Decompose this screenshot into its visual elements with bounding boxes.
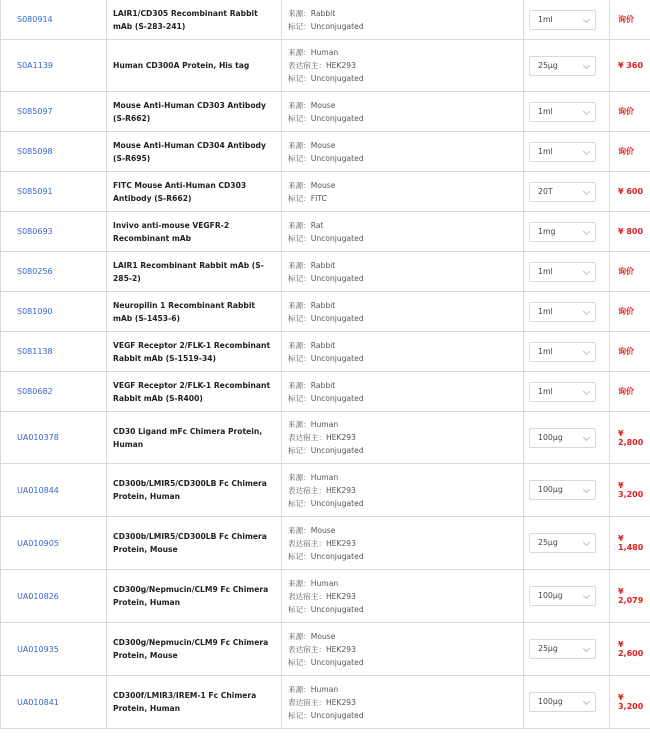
chevron-down-icon [583, 15, 590, 22]
price: 询价 [610, 132, 650, 172]
price: ¥ 2,079 [610, 570, 650, 623]
product-name[interactable]: CD300g/Nepmucin/CLM9 Fc Chimera Protein, Mouse [107, 623, 282, 676]
chevron-down-icon [583, 227, 590, 234]
product-name[interactable]: FITC Mouse Anti-Human CD303 Antibody (S-R662) [107, 172, 282, 212]
product-name[interactable]: CD300b/LMIR5/CD300LB Fc Chimera Protein, Mouse [107, 517, 282, 570]
attribute-line: 标记：FITC [288, 193, 327, 203]
attribute-line: 来源：Rabbit [288, 8, 336, 18]
product-row [1, 332, 650, 372]
product-attributes [282, 40, 524, 92]
product-attributes [282, 0, 524, 40]
attribute-line: 标记：Unconjugated [288, 353, 364, 363]
sku-link[interactable]: S081090 [1, 292, 107, 332]
size-select[interactable] [529, 586, 596, 606]
price: ¥ 2,800 [610, 412, 650, 464]
chevron-down-icon [583, 61, 590, 68]
size-select-value: 1ml [538, 266, 553, 276]
product-row [1, 464, 650, 517]
price: ¥ 800 [610, 212, 650, 252]
attribute-line: 标记：Unconjugated [288, 313, 364, 323]
attribute-line: 表达宿主：HEK293 [288, 697, 356, 707]
size-cell [524, 212, 610, 252]
size-select-value: 100μg [538, 591, 563, 600]
product-row [1, 372, 650, 412]
size-select-value: 1mg [538, 226, 556, 236]
size-cell [524, 92, 610, 132]
size-select-value: 1ml [538, 386, 553, 396]
product-name[interactable]: CD30 Ligand mFc Chimera Protein, Human [107, 412, 282, 464]
chevron-down-icon [583, 147, 590, 154]
size-cell [524, 332, 610, 372]
size-select[interactable] [529, 533, 596, 553]
size-select[interactable] [529, 222, 596, 242]
size-select-value: 1ml [538, 146, 553, 156]
attribute-line: 来源：Human [288, 472, 339, 482]
chevron-down-icon [583, 486, 590, 493]
size-select-value: 1ml [538, 14, 553, 24]
attribute-line: 来源：Mouse [288, 100, 336, 110]
size-cell [524, 676, 610, 729]
size-select-value: 1ml [538, 346, 553, 356]
product-attributes [282, 332, 524, 372]
price: ¥ 1,480 [610, 517, 650, 570]
attribute-line: 表达宿主：HEK293 [288, 485, 356, 495]
product-name[interactable]: Invivo anti-mouse VEGFR-2 Recombinant mAb [107, 212, 282, 252]
size-cell [524, 372, 610, 412]
size-select-value: 25μg [538, 60, 558, 70]
sku-link[interactable]: S080256 [1, 252, 107, 292]
size-cell [524, 464, 610, 517]
sku-link[interactable]: S080914 [1, 0, 107, 40]
sku-link[interactable]: S080693 [1, 212, 107, 252]
attribute-line: 来源：Rabbit [288, 380, 336, 390]
product-attributes [282, 132, 524, 172]
attribute-line: 标记：Unconjugated [288, 21, 364, 31]
attribute-line: 来源：Rat [288, 220, 324, 230]
chevron-down-icon [583, 267, 590, 274]
product-row [1, 212, 650, 252]
product-attributes [282, 92, 524, 132]
product-name[interactable]: VEGF Receptor 2/FLK-1 Recombinant Rabbit mAb (S-R400) [107, 372, 282, 412]
size-cell [524, 172, 610, 212]
size-select-value: 1ml [538, 306, 553, 316]
product-attributes [282, 517, 524, 570]
sku-link[interactable]: UA010841 [1, 676, 107, 729]
chevron-down-icon [583, 387, 590, 394]
attribute-line: 来源：Human [288, 48, 339, 57]
size-cell [524, 292, 610, 332]
product-name[interactable]: Human CD300A Protein, His tag [107, 40, 282, 92]
attribute-line: 标记：Unconjugated [288, 233, 364, 243]
size-cell [524, 517, 610, 570]
price: 询价 [610, 0, 650, 40]
product-row [1, 252, 650, 292]
chevron-down-icon [583, 307, 590, 314]
product-name[interactable]: CD300b/LMIR5/CD300LB Fc Chimera Protein, Human [107, 464, 282, 517]
product-row [1, 92, 650, 132]
attribute-line: 来源：Rabbit [288, 260, 336, 270]
product-name[interactable]: Neuropilin 1 Recombinant Rabbit mAb (S-1453-6) [107, 292, 282, 332]
product-attributes [282, 252, 524, 292]
product-row [1, 172, 650, 212]
chevron-down-icon [583, 698, 590, 705]
attribute-line: 来源：Mouse [288, 525, 336, 535]
sku-link[interactable]: S085098 [1, 132, 107, 172]
size-select[interactable] [529, 102, 596, 122]
attribute-line: 来源：Human [288, 578, 339, 588]
sku-link[interactable]: UA010844 [1, 464, 107, 517]
product-row [1, 570, 650, 623]
attribute-line: 标记：Unconjugated [288, 446, 364, 455]
size-select[interactable] [529, 262, 596, 282]
size-select[interactable] [529, 382, 596, 402]
attribute-line: 标记：Unconjugated [288, 393, 364, 403]
attribute-line: 表达宿主：HEK293 [288, 538, 356, 548]
sku-link[interactable]: S085091 [1, 172, 107, 212]
price: 询价 [610, 332, 650, 372]
size-select[interactable] [529, 142, 596, 162]
size-select[interactable] [529, 56, 596, 76]
size-select-value: 100μg [538, 432, 563, 442]
size-select-value: 20T [538, 186, 553, 196]
price: 询价 [610, 372, 650, 412]
sku-link[interactable]: UA010378 [1, 412, 107, 464]
attribute-line: 来源：Human [288, 420, 339, 429]
chevron-down-icon [583, 645, 590, 652]
sku-link[interactable]: S0A1139 [1, 40, 107, 92]
product-attributes [282, 623, 524, 676]
size-select-value: 100μg [538, 485, 563, 494]
attribute-line: 来源：Mouse [288, 180, 336, 190]
attribute-line: 标记：Unconjugated [288, 551, 364, 561]
attribute-line: 表达宿主：HEK293 [288, 61, 356, 70]
product-attributes [282, 292, 524, 332]
attribute-line: 标记：Unconjugated [288, 657, 364, 667]
attribute-line: 来源：Human [288, 684, 339, 694]
size-cell [524, 0, 610, 40]
product-name[interactable]: LAIR1/CD305 Recombinant Rabbit mAb (S-283-241) [107, 0, 282, 40]
sku-link[interactable]: S080682 [1, 372, 107, 412]
chevron-down-icon [583, 347, 590, 354]
product-row [1, 132, 650, 172]
attribute-line: 表达宿主：HEK293 [288, 644, 356, 654]
product-table-body [1, 0, 650, 729]
attribute-line: 标记：Unconjugated [288, 498, 364, 508]
attribute-line: 表达宿主：HEK293 [288, 591, 356, 601]
sku-link[interactable]: UA010826 [1, 570, 107, 623]
sku-link[interactable]: UA010905 [1, 517, 107, 570]
size-select[interactable] [529, 692, 596, 712]
product-name[interactable]: CD300f/LMIR3/IREM-1 Fc Chimera Protein, Human [107, 676, 282, 729]
size-select-value: 100μg [538, 697, 563, 706]
price: ¥ 2,600 [610, 623, 650, 676]
size-cell [524, 412, 610, 464]
size-select[interactable] [529, 480, 596, 500]
product-attributes [282, 676, 524, 729]
size-select[interactable] [529, 342, 596, 362]
attribute-line: 表达宿主：HEK293 [288, 433, 356, 442]
size-cell [524, 623, 610, 676]
attribute-line: 来源：Mouse [288, 140, 336, 150]
size-select-value: 1ml [538, 106, 553, 116]
price: ¥ 3,200 [610, 464, 650, 517]
attribute-line: 来源：Mouse [288, 631, 336, 641]
sku-link[interactable]: UA010935 [1, 623, 107, 676]
product-row [1, 412, 650, 464]
product-attributes [282, 464, 524, 517]
product-attributes [282, 372, 524, 412]
product-row [1, 292, 650, 332]
size-select[interactable] [529, 302, 596, 322]
size-select[interactable] [529, 182, 596, 202]
product-attributes [282, 412, 524, 464]
product-name[interactable]: LAIR1 Recombinant Rabbit mAb (S-285-2) [107, 252, 282, 292]
product-attributes [282, 570, 524, 623]
product-attributes [282, 172, 524, 212]
product-name[interactable]: Mouse Anti-Human CD303 Antibody (S-R662) [107, 92, 282, 132]
attribute-line: 来源：Rabbit [288, 340, 336, 350]
product-row [1, 40, 650, 92]
attribute-line: 标记：Unconjugated [288, 74, 364, 83]
price: ¥ 600 [610, 172, 650, 212]
size-select-value: 25μg [538, 644, 558, 653]
price: 询价 [610, 252, 650, 292]
attribute-line: 标记：Unconjugated [288, 710, 364, 720]
price: 询价 [610, 92, 650, 132]
product-row [1, 0, 650, 40]
size-select[interactable] [529, 10, 596, 30]
chevron-down-icon [583, 592, 590, 599]
product-row [1, 676, 650, 729]
product-name[interactable]: Mouse Anti-Human CD304 Antibody (S-R695) [107, 132, 282, 172]
attribute-line: 标记：Unconjugated [288, 113, 364, 123]
product-attributes [282, 212, 524, 252]
size-cell [524, 252, 610, 292]
attribute-line: 标记：Unconjugated [288, 153, 364, 163]
size-cell [524, 570, 610, 623]
price: ¥ 360 [610, 40, 650, 92]
attribute-line: 标记：Unconjugated [288, 604, 364, 614]
chevron-down-icon [583, 433, 590, 440]
chevron-down-icon [583, 107, 590, 114]
price: ¥ 3,200 [610, 676, 650, 729]
product-name[interactable]: CD300g/Nepmucin/CLM9 Fc Chimera Protein, Human [107, 570, 282, 623]
size-cell [524, 40, 610, 92]
size-select[interactable] [529, 639, 596, 659]
size-select[interactable] [529, 428, 596, 448]
chevron-down-icon [583, 187, 590, 194]
product-row [1, 517, 650, 570]
size-cell [524, 132, 610, 172]
attribute-line: 来源：Rabbit [288, 300, 336, 310]
product-name[interactable]: VEGF Receptor 2/FLK-1 Recombinant Rabbit mAb (S-1519-34) [107, 332, 282, 372]
chevron-down-icon [583, 539, 590, 546]
size-select-value: 25μg [538, 538, 558, 547]
attribute-line: 标记：Unconjugated [288, 273, 364, 283]
sku-link[interactable]: S085097 [1, 92, 107, 132]
sku-link[interactable]: S081138 [1, 332, 107, 372]
price: 询价 [610, 292, 650, 332]
product-row [1, 623, 650, 676]
